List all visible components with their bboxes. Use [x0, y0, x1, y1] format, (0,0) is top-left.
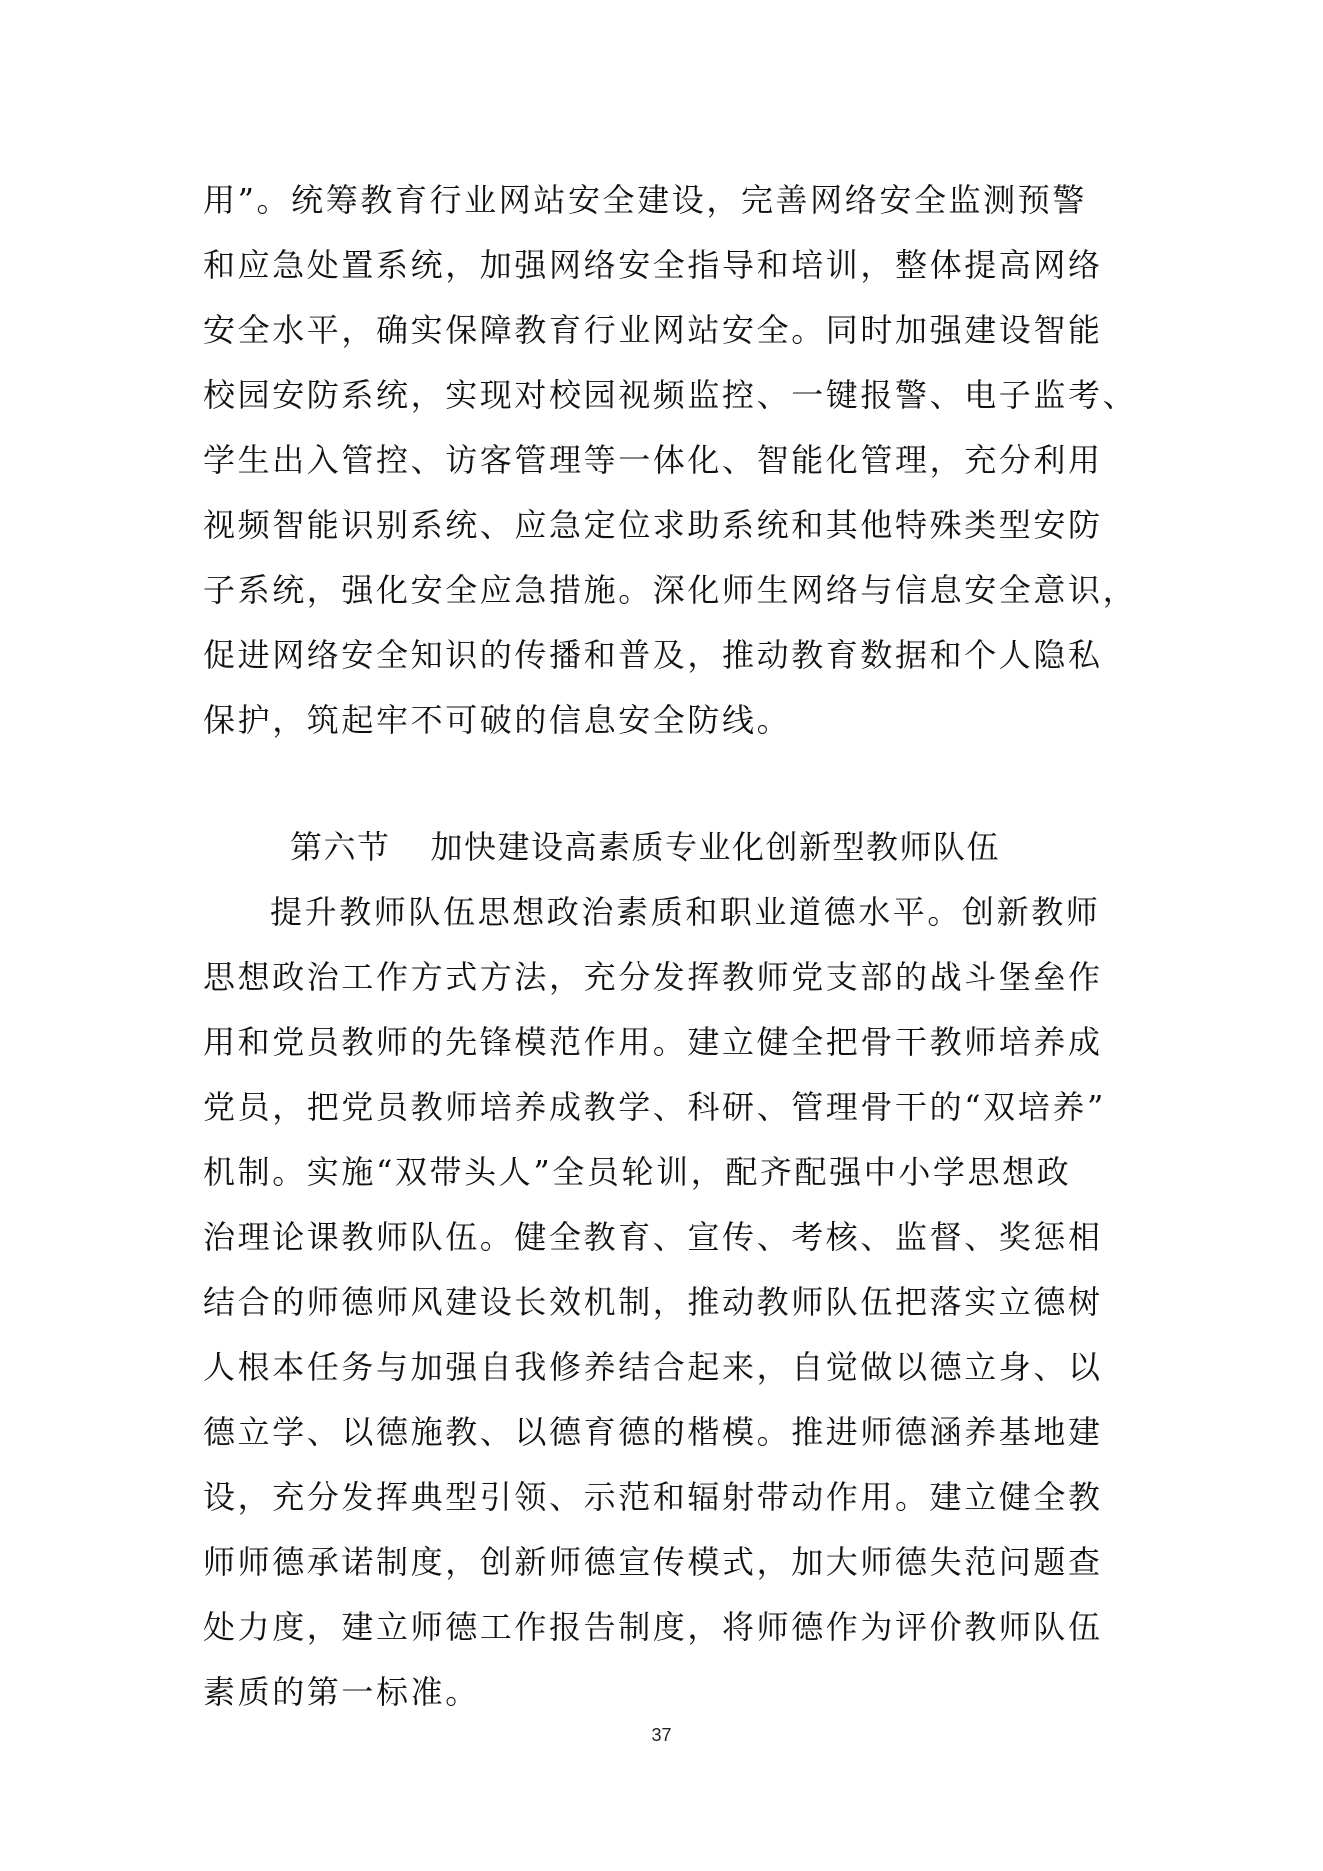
text-line: 用和党员教师的先锋模范作用。建立健全把骨干教师培养成: [203, 1023, 1103, 1061]
text-line: 人根本任务与加强自我修养结合起来，自觉做以德立身、以: [203, 1348, 1103, 1386]
section-number: 第六节: [290, 828, 391, 866]
text-line: 子系统，强化安全应急措施。深化师生网络与信息安全意识，: [203, 571, 1138, 609]
text-line: 提升教师队伍思想政治素质和职业道德水平。创新教师: [270, 893, 1101, 931]
text-line: 用”。统筹教育行业网站安全建设，完善网络安全监测预警: [203, 181, 1087, 219]
text-line: 思想政治工作方式方法，充分发挥教师党支部的战斗堡垒作: [203, 958, 1103, 996]
text-line: 校园安防系统，实现对校园视频监控、一键报警、电子监考、: [203, 376, 1138, 414]
text-line: 结合的师德师风建设长效机制，推动教师队伍把落实立德树: [203, 1283, 1103, 1321]
text-line: 安全水平，确实保障教育行业网站安全。同时加强建设智能: [203, 311, 1103, 349]
text-line: 保护，筑起牢不可破的信息安全防线。: [203, 701, 792, 739]
page-number: 37: [651, 1725, 672, 1745]
text-line: 视频智能识别系统、应急定位求助系统和其他特殊类型安防: [203, 506, 1103, 544]
text-line: 党员，把党员教师培养成教学、科研、管理骨干的“双培养”: [203, 1088, 1106, 1126]
text-line: 治理论课教师队伍。健全教育、宣传、考核、监督、奖惩相: [203, 1218, 1103, 1256]
text-line: 促进网络安全知识的传播和普及，推动教育数据和个人隐私: [203, 636, 1103, 674]
text-line: 德立学、以德施教、以德育德的楷模。推进师德涵养基地建: [203, 1413, 1103, 1451]
text-line: 师师德承诺制度，创新师德宣传模式，加大师德失范问题查: [203, 1543, 1103, 1581]
text-line: 学生出入管控、访客管理等一体化、智能化管理，充分利用: [203, 441, 1103, 479]
text-line: 素质的第一标准。: [203, 1673, 480, 1711]
text-line: 设，充分发挥典型引领、示范和辐射带动作用。建立健全教: [203, 1478, 1103, 1516]
text-line: 机制。实施“双带头人”全员轮训，配齐配强中小学思想政: [203, 1153, 1072, 1191]
section-title: 加快建设高素质专业化创新型教师队伍: [430, 828, 1001, 866]
text-line: 和应急处置系统，加强网络安全指导和培训，整体提高网络: [203, 246, 1103, 284]
section-heading: [290, 822, 1000, 872]
text-line: 处力度，建立师德工作报告制度，将师德作为评价教师队伍: [203, 1608, 1103, 1646]
